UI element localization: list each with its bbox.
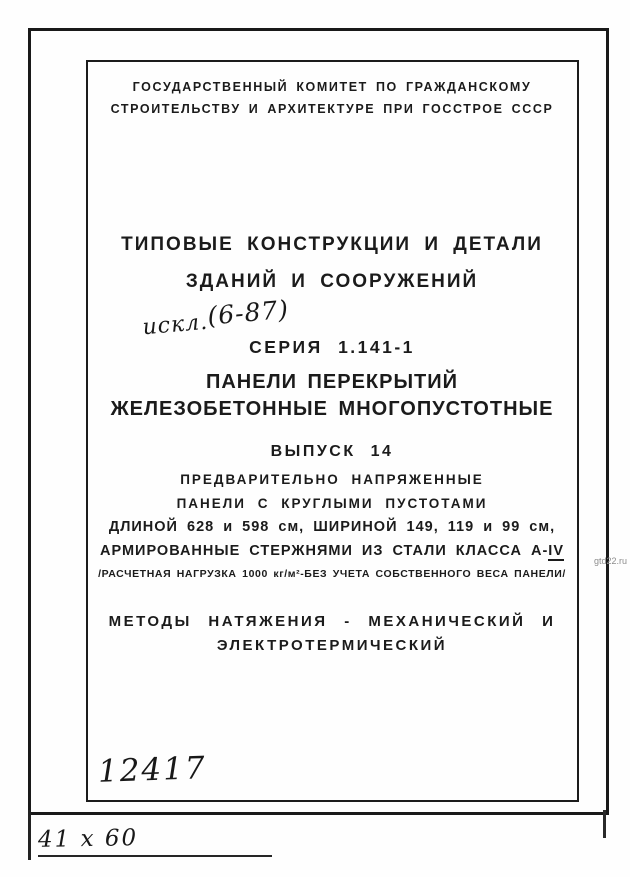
issuer-line-2: СТРОИТЕЛЬСТВУ И АРХИТЕКТУРЕ ПРИ ГОССТРОЕ СССР xyxy=(110,102,554,116)
tensioning-methods xyxy=(86,610,578,658)
methods-line-1: МЕТОДЫ НАТЯЖЕНИЯ - МЕХАНИЧЕСКИЙ И xyxy=(108,613,556,630)
series-number: СЕРИЯ 1.141-1 xyxy=(249,337,415,357)
format-size-underline xyxy=(38,855,272,857)
left-border-extension xyxy=(28,810,31,860)
design-load-note: /РАСЧЕТНАЯ НАГРУЗКА 1000 кг/м²-БЕЗ УЧЕТА СОБСТВЕННОГО ВЕСА ПАНЕЛИ/ xyxy=(98,568,566,580)
site-watermark: gtd22.ru xyxy=(594,556,628,566)
steel-class-roman-numeral: IV xyxy=(548,543,564,559)
document-title-line-2: ЖЕЛЕЗОБЕТОННЫЕ МНОГОПУСТОТНЫЕ xyxy=(110,398,554,420)
description-reinforcement xyxy=(86,543,578,559)
document-title xyxy=(86,369,578,423)
issuer-header xyxy=(86,76,578,120)
handwritten-format-size: 41 х 60 xyxy=(37,825,139,853)
series-title xyxy=(86,226,578,300)
methods-line-2: ЭЛЕКТРОТЕРМИЧЕСКИЙ xyxy=(216,637,448,654)
series-title-line-1: ТИПОВЫЕ КОНСТРУКЦИИ И ДЕТАЛИ xyxy=(121,234,543,255)
description-line-1: ПРЕДВАРИТЕЛЬНО НАПРЯЖЕННЫЕ xyxy=(180,472,484,487)
description-dimensions: ДЛИНОЙ 628 и 598 см, ШИРИНОЙ 149, 119 и 99 см, xyxy=(108,519,556,535)
handwritten-inventory-number: 12417 xyxy=(97,750,208,790)
exclusion-word: искл. xyxy=(141,309,210,341)
right-border-extension xyxy=(603,810,606,838)
document-title-line-1: ПАНЕЛИ ПЕРЕКРЫТИЙ xyxy=(205,371,459,393)
exclusion-reference: (6-87) xyxy=(206,294,291,331)
series-title-line-2: ЗДАНИЙ И СООРУЖЕНИЙ xyxy=(185,271,479,292)
issue-number: ВЫПУСК 14 xyxy=(270,443,394,460)
reinforcement-text: АРМИРОВАННЫЕ СТЕРЖНЯМИ ИЗ СТАЛИ КЛАССА А- xyxy=(100,543,549,559)
issuer-line-1: ГОСУДАРСТВЕННЫЙ КОМИТЕТ ПО ГРАЖДАНСКОМУ xyxy=(132,80,532,94)
description-line-2: ПАНЕЛИ С КРУГЛЫМИ ПУСТОТАМИ xyxy=(176,496,488,511)
inner-border-frame xyxy=(86,60,579,802)
